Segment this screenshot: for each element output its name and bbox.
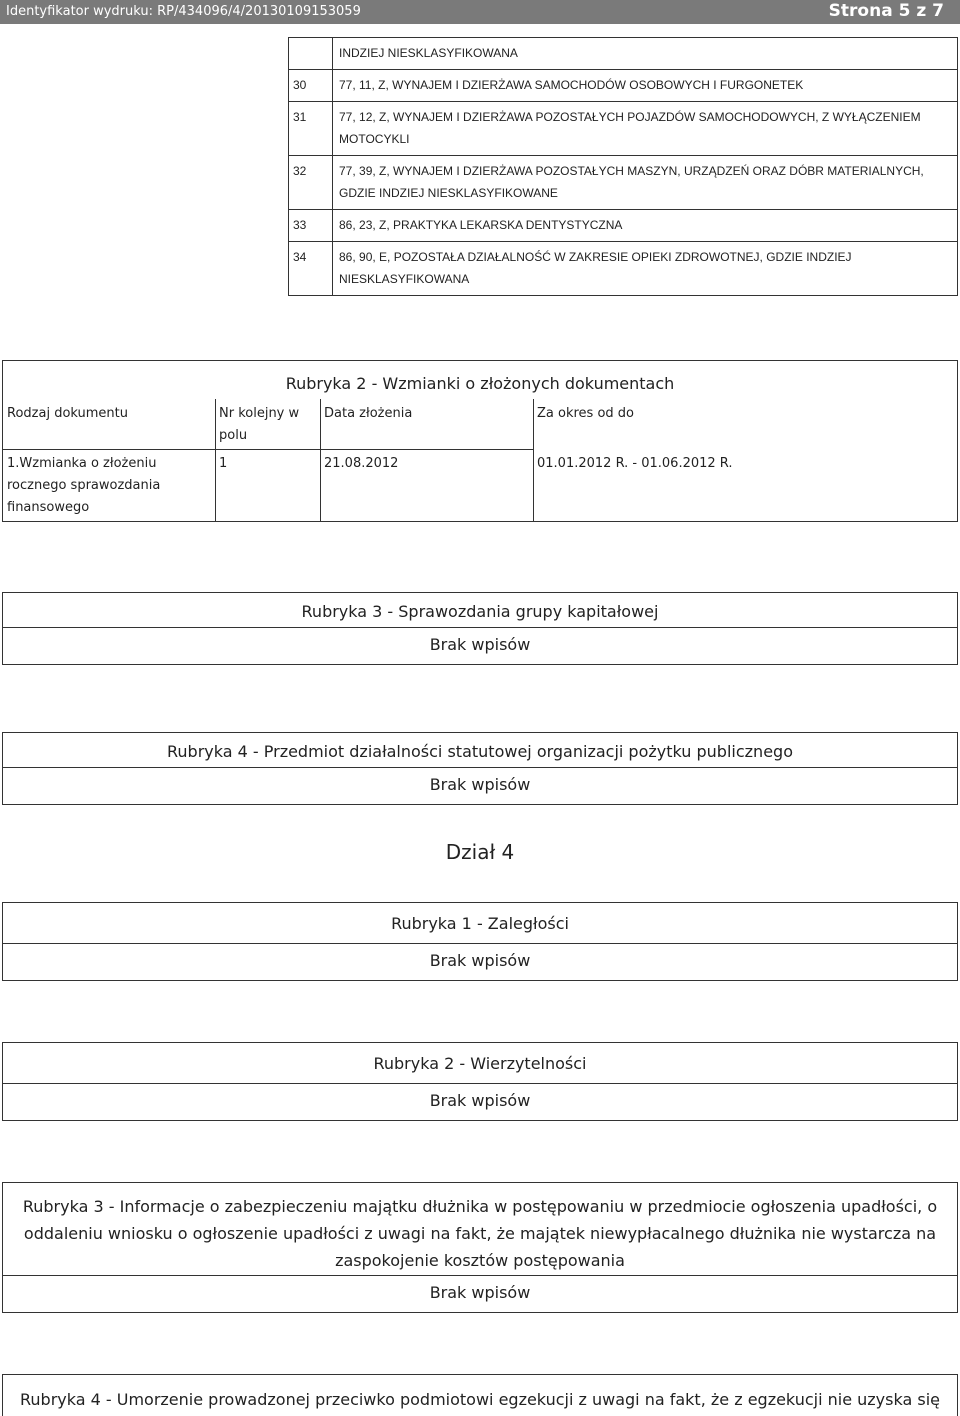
no-entries-text: Brak wpisów <box>3 1083 957 1120</box>
section-title: Rubryka 1 - Zaległości <box>391 914 569 933</box>
table-row <box>289 102 958 156</box>
print-header-bar <box>0 0 960 24</box>
column-header: Za okres od do <box>537 406 634 421</box>
period-value: 01.01.2012 R. - 01.06.2012 R. <box>537 456 733 471</box>
section-dzial-4-heading: Dział 4 <box>445 840 515 864</box>
activity-text: INDZIEJ NIESKLASYFIKOWANA <box>333 38 958 70</box>
no-entries-text: Brak wpisów <box>3 767 957 804</box>
no-entries-text: Brak wpisów <box>3 943 957 980</box>
activity-text: 86, 90, E, POZOSTAŁA DZIAŁALNOŚĆ W ZAKRESIE OPIEKI ZDROWOTNEJ, GDZIE INDZIEJ NIESKLASYFIKOWANA <box>333 242 958 296</box>
column-period <box>533 399 957 521</box>
header-divider <box>3 449 533 450</box>
page-number: Strona 5 z 7 <box>828 1 944 21</box>
dzial-4-rubryka-1-arrears <box>2 902 958 981</box>
rubryka-2-documents <box>2 360 958 522</box>
rubryka-4-public-benefit <box>2 732 958 805</box>
section-title: Rubryka 3 - Sprawozdania grupy kapitałowej <box>301 602 659 621</box>
section-title: Rubryka 2 - Wzmianki o złożonych dokumentach <box>285 374 675 393</box>
documents-grid <box>3 399 957 521</box>
column-header: Data złożenia <box>324 406 413 421</box>
column-header: Rodzaj dokumentu <box>7 406 128 421</box>
dzial-4-rubryka-2-receivables <box>2 1042 958 1121</box>
section-title: Rubryka 4 - Przedmiot działalności statutowej organizacji pożytku publicznego <box>167 742 793 761</box>
section-title: Rubryka 2 - Wierzytelności <box>373 1054 587 1073</box>
table-row <box>289 70 958 102</box>
column-sequence-number <box>215 399 321 521</box>
row-number: 34 <box>289 242 333 296</box>
row-number: 33 <box>289 210 333 242</box>
sequence-number-value: 1 <box>219 456 228 471</box>
activity-text: 77, 11, Z, WYNAJEM I DZIERŻAWA SAMOCHODÓW OSOBOWYCH I FURGONETEK <box>333 70 958 102</box>
document-type-value: 1.Wzmianka o złożeniu rocznego sprawozdania finansowego <box>7 456 161 515</box>
table-row <box>289 156 958 210</box>
column-filing-date <box>320 399 534 521</box>
section-title: Rubryka 3 - Informacje o zabezpieczeniu majątku dłużnika w postępowaniu w przedmiocie ogłoszenia upadłości, o oddaleniu wniosku o ogłoszenie upadłości z uwagi na fakt, że majątek niewypłacalnego dłużnika nie wystarcza na zaspokojenie kosztów postępowania <box>22 1197 938 1270</box>
row-number: 30 <box>289 70 333 102</box>
column-header: Nr kolejny w polu <box>219 406 300 443</box>
rubryka-3-capital-group <box>2 592 958 665</box>
row-number <box>289 38 333 70</box>
column-document-type <box>3 399 216 521</box>
no-entries-text: Brak wpisów <box>3 627 957 664</box>
activity-text: 77, 39, Z, WYNAJEM I DZIERŻAWA POZOSTAŁYCH MASZYN, URZĄDZEŃ ORAZ DÓBR MATERIALNYCH, GDZIE INDZIEJ NIESKLASYFIKOWANE <box>333 156 958 210</box>
pkd-activity-table <box>288 37 958 296</box>
dzial-4-rubryka-3-insolvency <box>2 1182 958 1313</box>
section-title: Rubryka 4 - Umorzenie prowadzonej przeciwko podmiotowi egzekucji z uwagi na fakt, że z egzekucji nie uzyska się <box>20 1390 940 1409</box>
row-number: 32 <box>289 156 333 210</box>
table-row <box>289 242 958 296</box>
activity-text: 86, 23, Z, PRAKTYKA LEKARSKA DENTYSTYCZNA <box>333 210 958 242</box>
table-row <box>289 38 958 70</box>
filing-date-value: 21.08.2012 <box>324 456 399 471</box>
activity-text: 77, 12, Z, WYNAJEM I DZIERŻAWA POZOSTAŁYCH POJAZDÓW SAMOCHODOWYCH, Z WYŁĄCZENIEM MOTOCYKLI <box>333 102 958 156</box>
no-entries-text: Brak wpisów <box>3 1275 957 1312</box>
row-number: 31 <box>289 102 333 156</box>
print-identifier: Identyfikator wydruku: RP/434096/4/20130109153059 <box>6 4 361 19</box>
dzial-4-rubryka-4-enforcement <box>2 1374 958 1416</box>
table-row <box>289 210 958 242</box>
